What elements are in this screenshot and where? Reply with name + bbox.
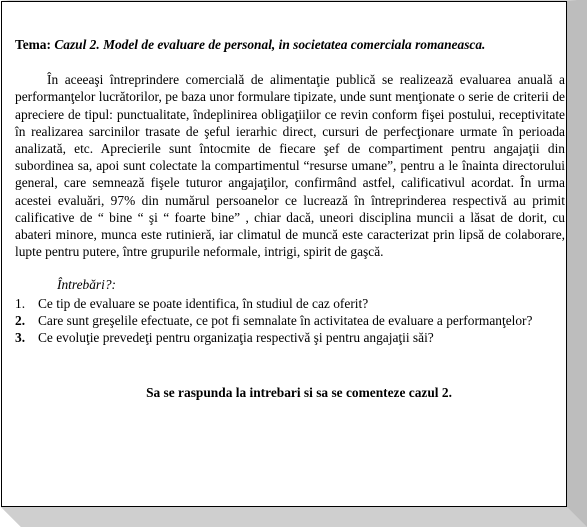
topic-heading	[15, 36, 565, 53]
questions-heading: Întrebări?:	[57, 277, 117, 293]
question-text: Care sunt greşelile efectuate, ce pot fi semnalate în activitatea de evaluare a performanţelor?	[38, 312, 533, 328]
question-number: 2.	[15, 312, 26, 328]
case-study-content	[15, 36, 565, 415]
questions-list	[15, 295, 565, 347]
question-number: 3.	[15, 330, 26, 346]
question-text: Ce tip de evaluare se poate identifica, în studiul de caz oferit?	[38, 295, 369, 311]
question-item	[15, 312, 565, 329]
question-item	[15, 329, 565, 346]
closing-instruction: Sa se raspunda la intrebari si sa se comenteze cazul 2.	[146, 385, 452, 401]
question-number: 1.	[15, 295, 26, 311]
topic-label: Tema:	[15, 37, 51, 52]
topic-title: Cazul 2. Model de evaluare de personal, in societatea comerciala romaneasca.	[54, 37, 486, 52]
case-description: În aceeaşi întreprindere comercială de alimentaţie publică se realizează evaluarea anuală a performanţelor lucrătorilor, pe baza unor formulare tipizate, unde sunt menţionate o serie de criterii de apreciere de tipul: punctualitate, îndeplinirea obligaţiilor ce revin conform fişei postului, receptivitate în realizarea sarcinilor trasate de şeful ierarhic direct, cursuri de perfecţionare urmate în perioada analizată, etc. Aprecierile sunt întocmite de fiecare şef de compartiment pentru angajaţii din subordinea sa, apoi sunt colectate la compartimentul “resurse umane”, pentru a le înainta directorului general, care semnează fişele tuturor angajaţilor, confirmând astfel, calificativul acordat. În urma acestei evaluări, 97% din numărul persoanelor ce lucrează în întreprinderea respectivă au primit calificative de “ bine “ şi “ foarte bine” , chiar dacă, uneori disciplina muncii a lăsat de dorit, cu abateri minore, munca este rutinieră, iar climatul de muncă este caracterizat prin lipsă de colaborare, lupte pentru putere, între grupurile neformale, intrigi, spirit de gaşcă.	[15, 72, 565, 260]
question-text: Ce evoluţie prevedeţi pentru organizaţia respectivă şi pentru angajaţii săi?	[38, 330, 434, 346]
question-item	[15, 295, 565, 312]
